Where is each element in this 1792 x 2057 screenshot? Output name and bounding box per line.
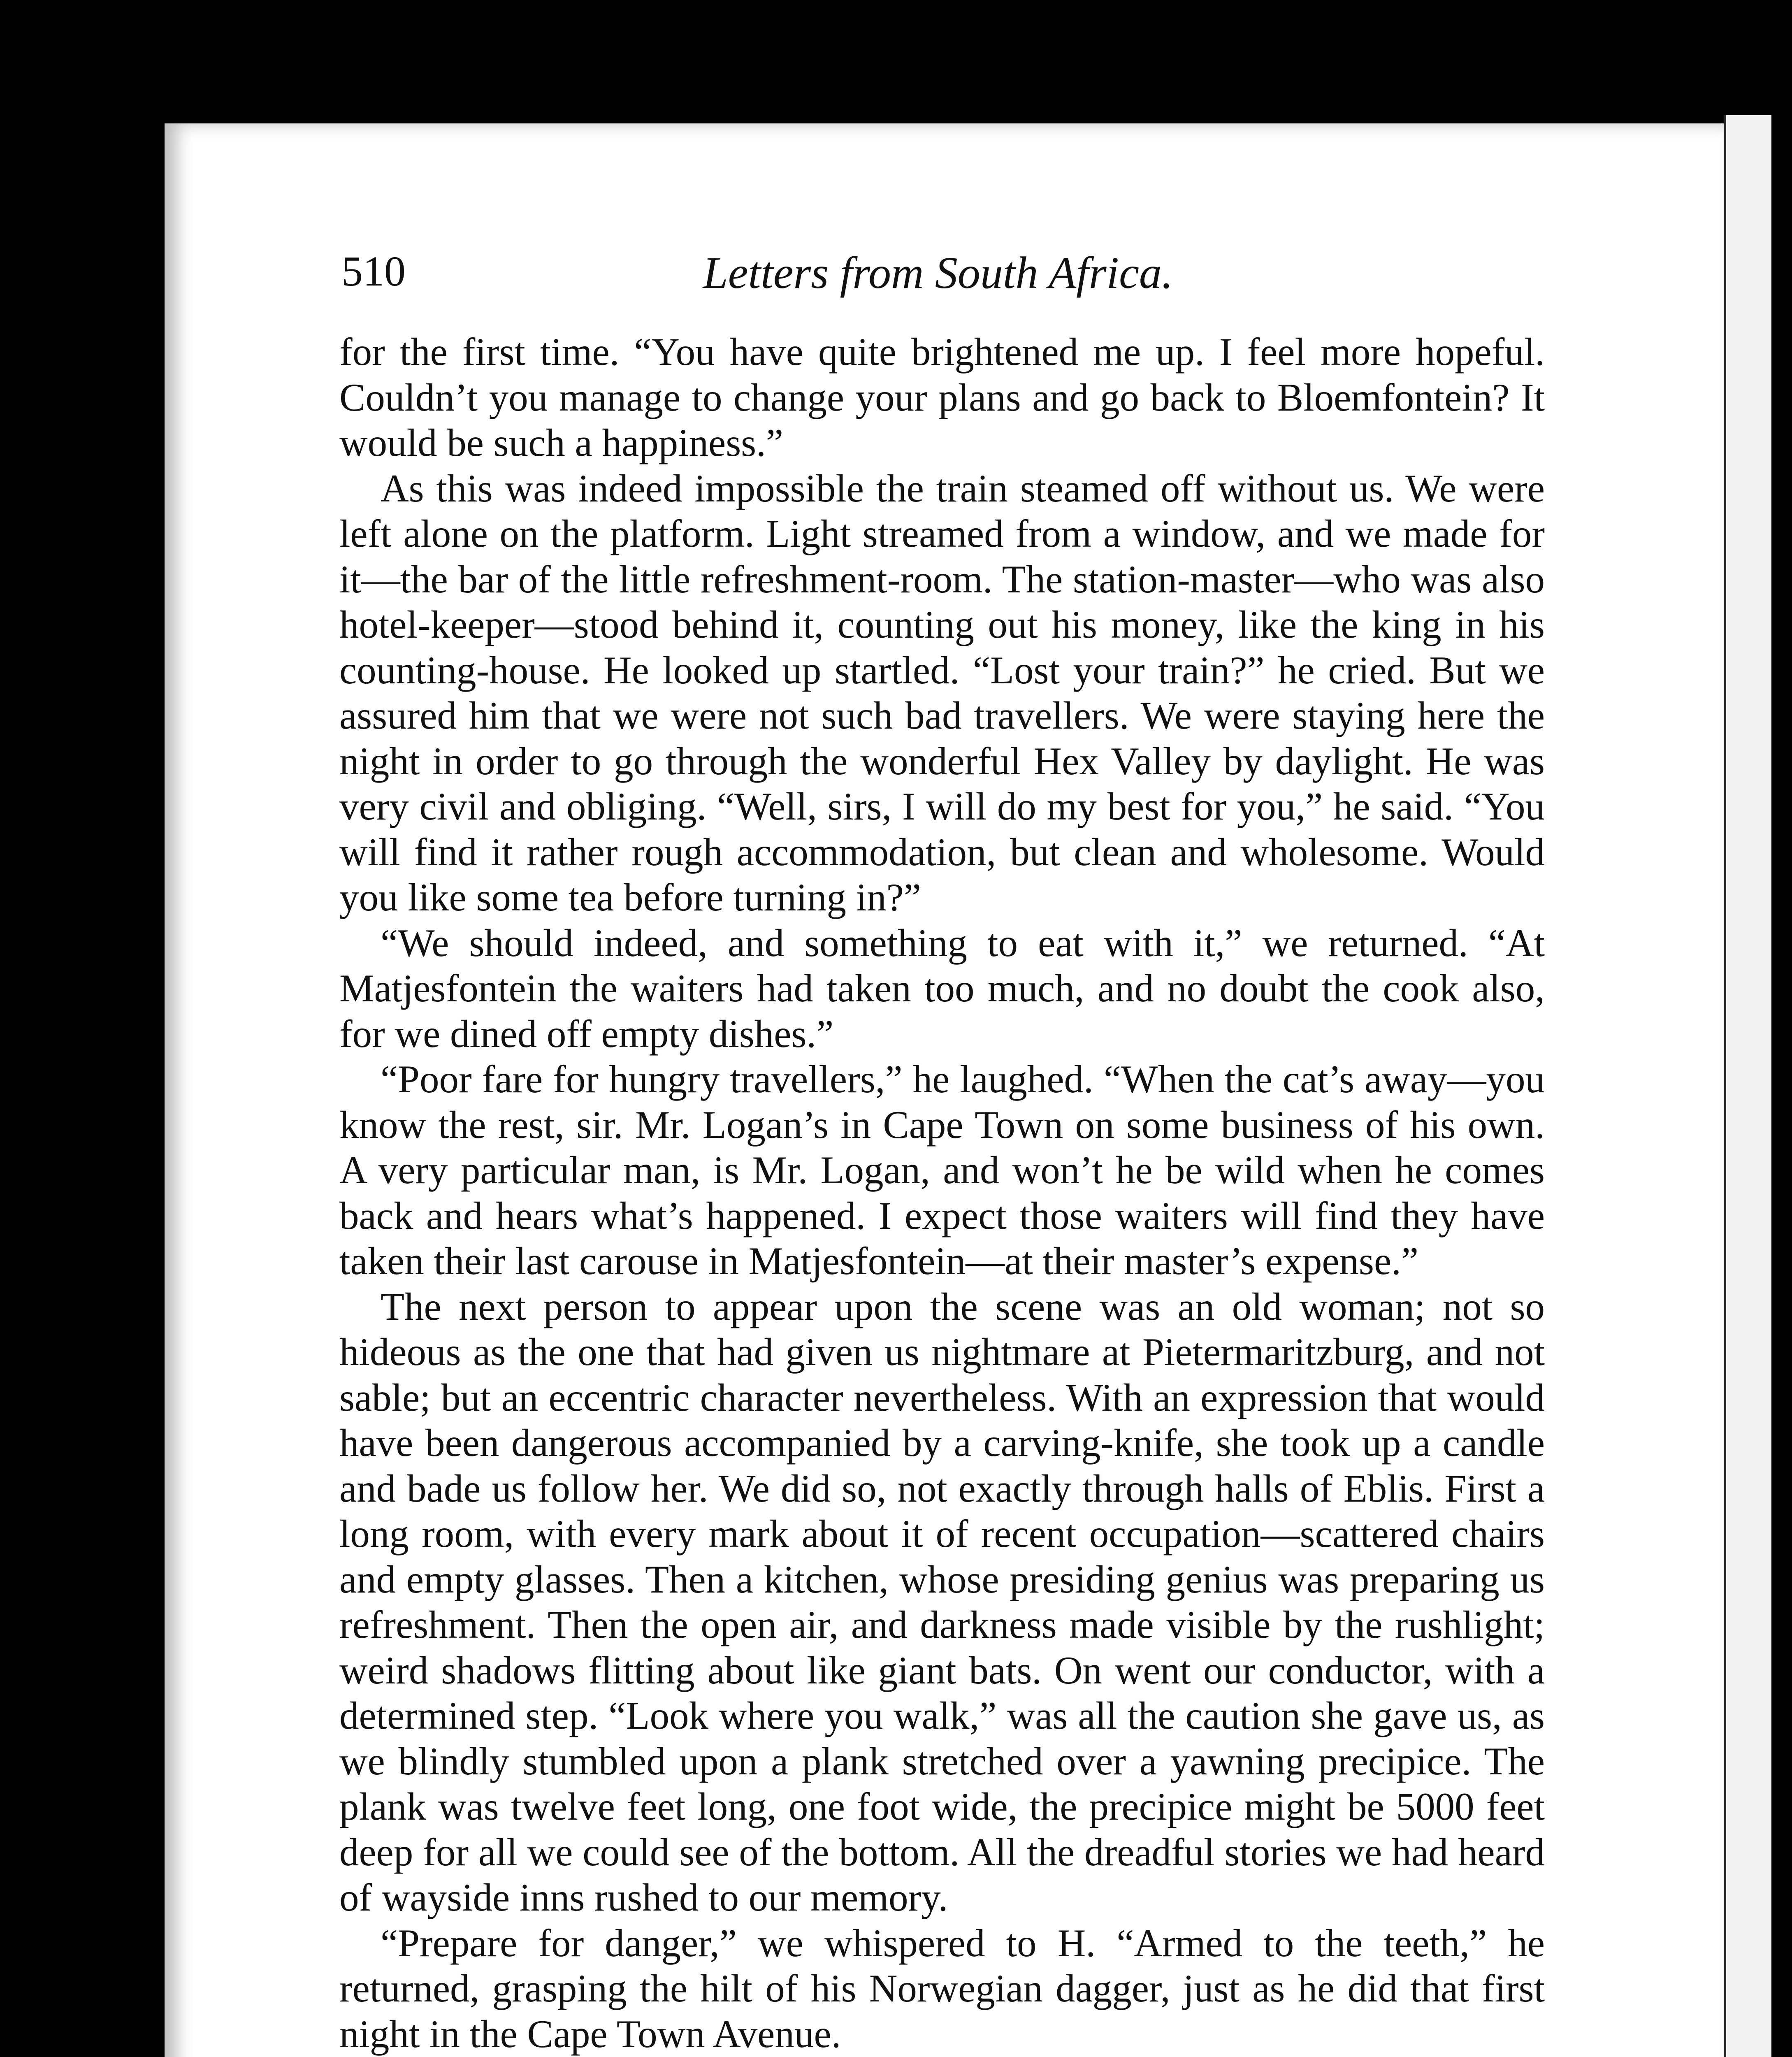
page-header <box>341 247 1534 304</box>
paragraph: The next person to appear upon the scene was an old woman; not so hideous as the one that had given us nightmare at Pietermaritzburg, and not sable; but an eccentric character nevertheless. With an expression that would have been dangerous accompanied by a carving-knife, she took up a candle and bade us follow her. We did so, not exactly through halls of Eblis. First a long room, with every mark about it of recent occupation—scattered chairs and empty glasses. Then a kitchen, whose presiding genius was preparing us refreshment. Then the open air, and darkness made visible by the rushlight; weird shadows flitting about like giant bats. On went our conductor, with a determined step. “Look where you walk,” was all the caution she gave us, as we blindly stumbled upon a plank stretched over a yawning precipice. The plank was twelve feet long, one foot wide, the precipice might be 5000 feet deep for all we could see of the bottom. All the dreadful stories we had heard of wayside inns rushed to our memory. <box>339 1284 1545 1919</box>
running-title: Letters from South Africa. <box>703 248 1173 298</box>
paragraph: “Prepare for danger,” we whispered to H. “Armed to the teeth,” he returned, grasping the hilt of his Norwegian dagger, just as he did that first night in the Cape Town Avenue. <box>339 1921 1545 2056</box>
body-text <box>339 329 1545 2057</box>
paragraph: “We should indeed, and something to eat with it,” we returned. “At Matjesfontein the waiters had taken too much, and no doubt the cook also, for we dined off empty dishes.” <box>339 921 1545 1056</box>
paragraph: “Poor fare for hungry travellers,” he laughed. “When the cat’s away—you know the rest, sir. Mr. Logan’s in Cape Town on some business of his own. A very particular man, is Mr. Logan, and won’t he be wild when he comes back and hears what’s happened. I expect those waiters will find they have taken their last carouse in Matjesfontein—at their master’s expense.” <box>339 1057 1545 1283</box>
page-number: 510 <box>341 248 406 295</box>
page-edge <box>1724 115 1771 2057</box>
paragraph: for the first time. “You have quite brightened me up. I feel more hopeful. Couldn’t you manage to change your plans and go back to Bloemfontein? It would be such a happiness.” <box>339 330 1545 464</box>
paragraph: As this was indeed impossible the train steamed off without us. We were left alone on the platform. Light streamed from a window, and we made for it—the bar of the little refreshment-room. The station-master—who was also hotel-keeper—stood behind it, counting out his money, like the king in his counting-house. He looked up startled. “Lost your train?” he cried. But we assured him that we were not such bad travellers. We were staying here the night in order to go through the wonderful Hex Valley by daylight. He was very civil and obliging. “Well, sirs, I will do my best for you,” he said. “You will find it rather rough accommodation, but clean and wholesome. Would you like some tea before turning in?” <box>339 466 1545 919</box>
